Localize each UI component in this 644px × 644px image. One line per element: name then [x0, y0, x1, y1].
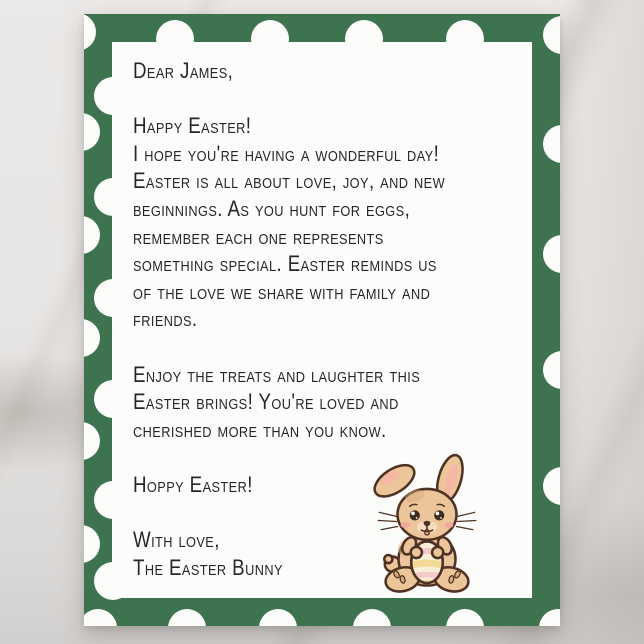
letter-line: Happy Easter! — [133, 113, 252, 139]
letter-line: Hoppy Easter! — [133, 471, 253, 497]
letter-line: cherished more than you know. — [133, 416, 387, 442]
letter-line: beginnings. As you hunt for eggs, — [133, 195, 411, 221]
polka-dot — [446, 609, 484, 626]
letter-line: remember each one represents — [133, 223, 384, 249]
letter-line: With love, — [133, 527, 220, 553]
letter-line: of the love we share with family and — [133, 278, 431, 304]
letter-line: friends. — [133, 306, 198, 332]
polka-dot — [84, 216, 100, 254]
letter-line: Enjoy the treats and laughter this — [133, 361, 421, 387]
polka-dot — [168, 609, 206, 626]
letter-line: Easter is all about love, joy, and new — [133, 168, 446, 194]
letter-line: Easter brings! You're loved and — [133, 389, 399, 415]
polka-dot — [84, 609, 117, 626]
easter-bunny-illustration — [366, 447, 488, 600]
polka-dot — [84, 319, 100, 357]
polka-dot — [353, 609, 391, 626]
letter-line — [133, 85, 560, 113]
polka-dot — [84, 525, 100, 563]
letter-line: something special. Easter reminds us — [133, 251, 437, 277]
polka-dot — [259, 609, 297, 626]
letter-line — [133, 333, 560, 361]
letter-text — [133, 57, 560, 581]
polka-dot — [543, 16, 560, 54]
polka-dot — [84, 422, 100, 460]
polka-dot — [84, 14, 96, 51]
letter-line: Dear James, — [133, 58, 234, 83]
letter-line: The Easter Bunny — [133, 554, 283, 580]
letter-line: I hope you're having a wonderful day! — [133, 140, 440, 166]
letter-line — [133, 443, 560, 471]
easter-letter-card — [84, 14, 560, 626]
letter-paper-panel — [112, 42, 532, 598]
letter-line — [133, 499, 560, 527]
polka-dot — [84, 113, 100, 151]
polka-dot — [539, 609, 560, 626]
